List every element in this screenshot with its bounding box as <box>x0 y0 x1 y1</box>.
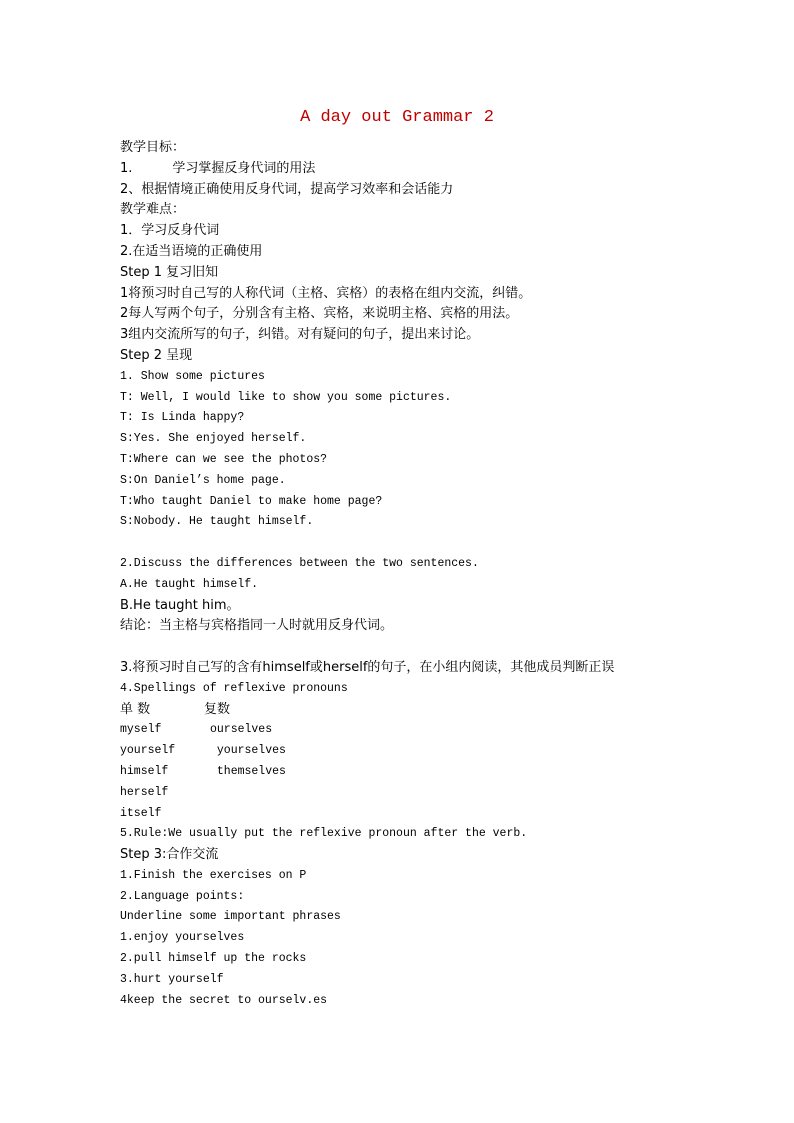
underline-instruction: Underline some important phrases <box>120 910 341 924</box>
pronoun-table-header <box>120 700 760 721</box>
objectives-heading: 教学目标： <box>120 140 186 155</box>
dialogue-line: T: Well, I would like to show you some pictures. <box>120 390 452 404</box>
step3-item-2: 2.Language points: <box>120 889 245 903</box>
phrase-item: 2.pull himself up the rocks <box>120 952 307 966</box>
pronoun-plural: ourselves <box>210 723 273 737</box>
conclusion: 结论：当主格与宾格指同一人时就用反身代词。 <box>120 618 394 634</box>
sentence-b: B.He taught him。 <box>120 597 240 613</box>
dialogue-line: S:On Daniel’s home page. <box>120 473 286 487</box>
step1-heading: Step 1 复习旧知 <box>120 264 219 280</box>
dialogue-line: T: Is Linda happy? <box>120 411 245 425</box>
phrase-item: 1.enjoy yourselves <box>120 931 245 945</box>
pronoun-row <box>120 720 760 741</box>
pronoun-row <box>120 741 760 762</box>
document-title: A day out Grammar 2 <box>300 108 494 127</box>
step1-item-2: 2每人写两个句子，分别含有主格、宾格，来说明主格、宾格的用法。 <box>120 306 519 322</box>
step3-heading: Step 3:合作交流 <box>120 847 219 863</box>
discuss-item: 2.Discuss the differences between the two sentences. <box>120 556 479 570</box>
step1-item-1: 1将预习时自己写的人称代词（主格、宾格）的表格在组内交流，纠错。 <box>120 285 532 301</box>
header-singular: 单 数 <box>120 701 151 717</box>
pronoun-row <box>120 783 760 804</box>
pronoun-plural: themselves <box>210 764 286 778</box>
step2-heading: Step 2 呈现 <box>120 347 193 363</box>
pronoun-row <box>120 804 760 825</box>
pronoun-row <box>120 762 760 783</box>
dialogue-line: S:Nobody. He taught himself. <box>120 515 314 529</box>
pronoun-singular: yourself <box>120 744 176 758</box>
dialogue-line: T:Where can we see the photos? <box>120 452 328 466</box>
pronoun-singular: himself <box>120 764 169 778</box>
blank-line <box>120 637 760 658</box>
pronoun-singular: myself <box>120 723 162 737</box>
objective-1 <box>120 159 760 180</box>
pronoun-singular: herself <box>120 785 169 799</box>
difficulties-heading: 教学难点： <box>120 202 186 218</box>
objective-2: 2、根据情境正确使用反身代词，提高学习效率和会话能力 <box>120 181 454 197</box>
rule: 5.Rule:We usually put the reflexive pronoun after the verb. <box>120 827 528 841</box>
sentence-a: A.He taught himself. <box>120 577 259 591</box>
phrase-item: 3.hurt yourself <box>120 972 224 986</box>
document-body <box>120 138 760 1011</box>
blank-line <box>120 533 760 554</box>
item-3: 3.将预习时自己写的含有himself或herself的句子，在小组内阅读，其他成员判断正误 <box>120 659 615 675</box>
objective-1-number: 1. <box>120 160 133 176</box>
dialogue-line: T:Who taught Daniel to make home page? <box>120 494 383 508</box>
step2-show-pictures: 1. Show some pictures <box>120 369 265 383</box>
difficulty-1: 1．学习反身代词 <box>120 223 220 239</box>
item-4: 4.Spellings of reflexive pronouns <box>120 681 348 695</box>
phrase-item: 4keep the secret to ourselv.es <box>120 993 328 1007</box>
step3-item-1: 1.Finish the exercises on P <box>120 868 307 882</box>
pronoun-plural: yourselves <box>210 744 286 758</box>
difficulty-2: 2.在适当语境的正确使用 <box>120 243 263 259</box>
header-plural: 复数 <box>204 701 231 717</box>
dialogue-line: S:Yes. She enjoyed herself. <box>120 432 307 446</box>
pronoun-singular: itself <box>120 806 162 820</box>
step1-item-3: 3组内交流所写的句子，纠错。对有疑问的句子，提出来讨论。 <box>120 327 480 343</box>
objective-1-text: 学习掌握反身代词的用法 <box>172 160 316 176</box>
